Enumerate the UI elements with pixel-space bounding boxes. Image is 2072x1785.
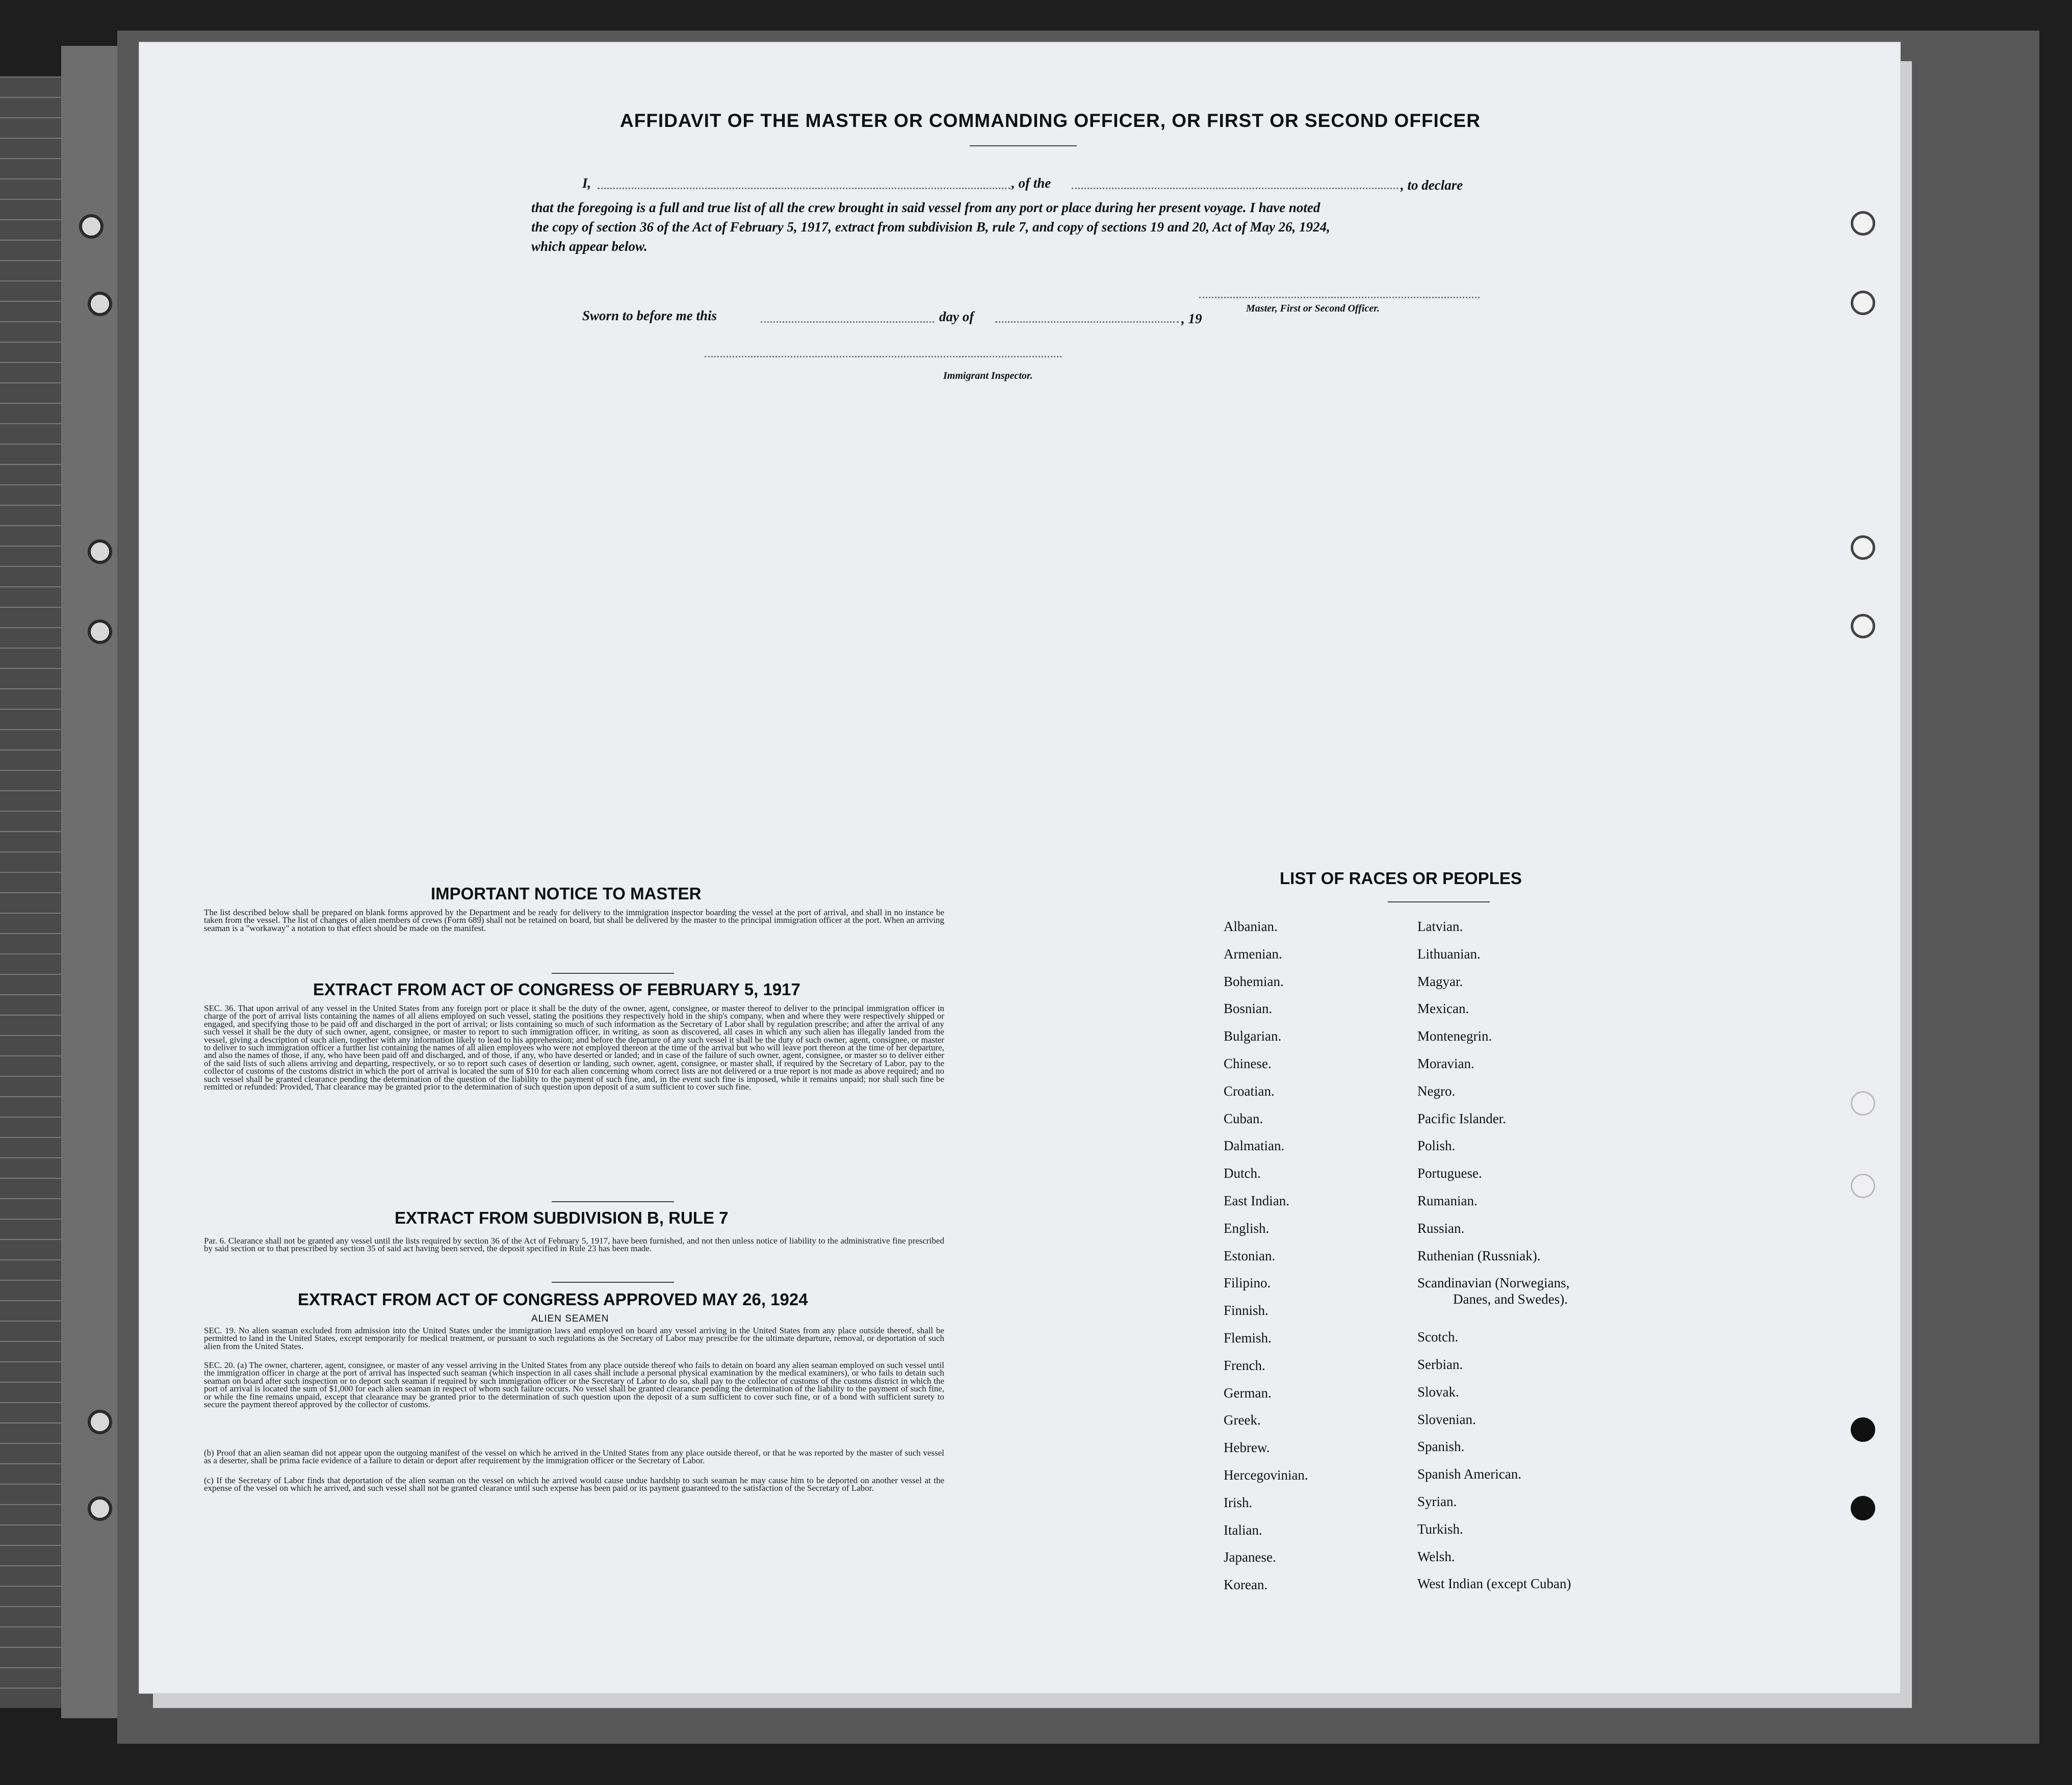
race-item-left: Greek. (1224, 1412, 1261, 1428)
race-item-left: East Indian. (1224, 1193, 1289, 1208)
sworn-day-field[interactable] (761, 321, 934, 323)
affidavit-line-2: that the foregoing is a full and true list of all the crew brought in said vessel from any port or place during her present voyage. I have noted (531, 200, 1320, 215)
sec-19-text: SEC. 19. No alien seaman excluded from admission into the United States under the immigration laws and employed on board any vessel arriving in the United States from any place outside thereof, shall be permitted to land in the United States, except temporarily for medical treatment, or pursuant to such regulations as the Secretary of Labor may prescribe for the ultimate departure, removal, or deportation of such alien from the United States. (204, 1326, 944, 1351)
race-item-left: Flemish. (1224, 1330, 1272, 1346)
race-item-left: Chinese. (1224, 1056, 1272, 1071)
race-item-right: Lithuanian. (1417, 946, 1481, 962)
race-item-left: Bosnian. (1224, 1001, 1273, 1017)
race-item-left: Bulgarian. (1224, 1028, 1282, 1044)
affidavit-line-3: the copy of section 36 of the Act of February 5, 1917, extract from subdivision B, rule 7, and copy of sections 19 and 20, Act of May 26, 1924, (531, 219, 1330, 235)
race-item-right: Scandinavian (Norwegians, (1417, 1275, 1570, 1291)
section-rule (552, 973, 674, 974)
binder-hole-icon (79, 214, 103, 239)
punch-hole-icon (1851, 1091, 1875, 1116)
race-item-left: Korean. (1224, 1577, 1268, 1593)
race-item-left: Cuban. (1224, 1110, 1263, 1126)
race-item-right: West Indian (except Cuban) (1417, 1576, 1571, 1592)
extract-1924-subtitle: ALIEN SEAMEN (531, 1313, 609, 1324)
master-signature-field[interactable] (1199, 297, 1480, 298)
races-title: LIST OF RACES OR PEOPLES (1280, 869, 1522, 888)
binder-hole-icon (88, 619, 112, 644)
section-rule (552, 1201, 674, 1202)
inspector-signature-field[interactable] (705, 356, 1061, 357)
punch-hole-icon (1851, 1417, 1875, 1442)
race-item-right: Montenegrin. (1417, 1028, 1492, 1044)
race-item-right: Rumanian. (1417, 1193, 1478, 1208)
notice-title: IMPORTANT NOTICE TO MASTER (431, 884, 702, 903)
race-item-right: Serbian. (1417, 1357, 1463, 1372)
race-item-right: Pacific Islander. (1417, 1110, 1506, 1126)
race-item-right: Negro. (1417, 1083, 1456, 1099)
race-item-left: Hebrew. (1224, 1440, 1270, 1456)
race-item-right: Syrian. (1417, 1494, 1457, 1509)
race-item-left: English. (1224, 1220, 1270, 1236)
race-item-left: Croatian. (1224, 1083, 1275, 1099)
document-sheet (139, 42, 1901, 1694)
punch-hole-icon (1851, 535, 1875, 560)
race-item-left: Dutch. (1224, 1166, 1261, 1181)
title-rule (970, 145, 1077, 146)
vessel-field[interactable] (1072, 188, 1398, 189)
race-item-left: Dalmatian. (1224, 1138, 1285, 1154)
extract-1917-title: EXTRACT FROM ACT OF CONGRESS OF FEBRUARY 5, 1917 (313, 980, 800, 999)
extract-1917-body: SEC. 36. That upon arrival of any vessel in the United States from any foreign port or place it shall be the duty of the owner, agent, consignee, or master thereof to deliver to the principal immigration officer in charge of the port of arrival lists containing the names of all aliens employed on such vessel, stating the positions they respectively hold in the ship's company, when and where they were respectively shipped or engaged, and specifying those to be paid off and discharged in the port of arrival; or lists containing so much of such information as the Secretary of Labor shall by regulation prescribe; and after the arrival of any such vessel it shall be the duty of such owner, agent, consignee, or master to report to such immigration officer, in writing, as soon as discovered, all cases in which any such alien has illegally landed from the vessel, giving a description of such alien, together with any information likely to lead to his apprehension; and before the departure of any such vessel it shall be the duty of such owner, agent, consignee, or master to deliver to such immigration officer a further list containing the names of all alien employees who were not employed thereon at the time of the arrival but who will leave port thereon at the time of her departure, and also the names of those, if any, who have been paid off and discharged, and of those, if any, who have deserted or landed; and in case of the failure of such owner, agent, consignee, or master so to deliver either of the said lists of such aliens arriving and departing, respectively, or so to report such cases of desertion or landing, such owner, agent, consignee, or master shall, if required by the Secretary of Labor, pay to the collector of customs of the customs district in which the port of arrival is located the sum of $10 for each alien concerning whom correct lists are not delivered or a true report is not made as above required; and no such vessel shall be granted clearance pending the determination of the question of the liability to the payment of such fine, and, in the event such fine is imposed, while it remains unpaid; nor shall such fine be remitted or refunded: Provided, That clearance may be granted prior to the determination of such question upon deposit of a sum sufficient to cover such fine. (204, 1003, 944, 1092)
race-item-right: Welsh. (1417, 1548, 1455, 1564)
binder-hole-icon (88, 539, 112, 564)
race-item-left: Estonian. (1224, 1248, 1276, 1263)
race-item-left: French. (1224, 1357, 1265, 1373)
race-item-left: Italian. (1224, 1522, 1262, 1538)
affidavit-title: AFFIDAVIT OF THE MASTER OR COMMANDING OFFICER, OR FIRST OR SECOND OFFICER (620, 110, 1481, 131)
race-item-right: Portuguese. (1417, 1166, 1482, 1181)
race-item-left: Armenian. (1224, 946, 1282, 962)
race-item-right: Slovenian. (1417, 1411, 1476, 1427)
race-item-left: Albanian. (1224, 919, 1278, 934)
race-item-left: Finnish. (1224, 1303, 1268, 1318)
inspector-label: Immigrant Inspector. (943, 370, 1033, 381)
sec-20b-text: (b) Proof that an alien seaman did not appear upon the outgoing manifest of the vessel on which he arrived in the United States from any place outside thereof, or that he was reported by the master of such vessel as a deserter, shall be prima facie evidence of a failure to detain or deport after requirement by the immigration officer or the Secretary of Labor. (204, 1448, 944, 1466)
binder-hole-icon (88, 1496, 112, 1521)
sworn-label: Sworn to before me this (582, 308, 717, 323)
master-label: Master, First or Second Officer. (1246, 303, 1380, 314)
name-field[interactable] (598, 188, 1011, 189)
to-declare-label: , to declare (1401, 177, 1463, 193)
notice-body: The list described below shall be prepared on blank forms approved by the Department and be ready for delivery to the immigration inspector boarding the vessel at the port of arrival, and shall in no instance be taken from the vessel. The list of changes of alien members of crews (Form 689) shall not be retained on board, but shall be delivered by the master to the principal immigration officer at the port. When an arriving seaman is a "workaway" a notation to that effect should be made on the manifest. (204, 908, 944, 933)
binder-hole-icon (88, 1410, 112, 1434)
race-item-left: Hercegovinian. (1224, 1467, 1308, 1483)
punch-hole-icon (1851, 211, 1875, 236)
race-item-left: Bohemian. (1224, 973, 1284, 989)
punch-hole-icon (1851, 291, 1875, 315)
race-item-right: Moravian. (1417, 1056, 1474, 1071)
affidavit-i-label: I, (582, 175, 591, 191)
extract-rule7-body: Par. 6. Clearance shall not be granted any vessel until the lists required by section 36 of the Act of February 5, 1917, have been furnished, and not then unless notice of liability to the administrative fine prescribed by said section or to that prescribed by section 35 of said act having been served, the deposit specified in Rule 23 has been made. (204, 1236, 944, 1254)
binder-hole-icon (88, 292, 112, 316)
punch-hole-icon (1851, 1496, 1875, 1520)
race-item-right: Slovak. (1417, 1384, 1459, 1400)
race-item-left: German. (1224, 1385, 1272, 1401)
day-of-label: day of (939, 309, 974, 324)
race-item-right: Polish. (1417, 1138, 1456, 1154)
race-item-right: Ruthenian (Russniak). (1417, 1248, 1541, 1263)
race-item-right: Magyar. (1417, 973, 1463, 989)
punch-hole-icon (1851, 614, 1875, 638)
race-item-left: Filipino. (1224, 1275, 1271, 1291)
race-item-left: Irish. (1224, 1494, 1253, 1510)
punch-hole-icon (1851, 1174, 1875, 1198)
race-item-right: Mexican. (1417, 1001, 1469, 1017)
sworn-month-field[interactable] (995, 321, 1179, 323)
race-item-right: Scotch. (1417, 1329, 1459, 1345)
affidavit-line-4: which appear below. (531, 239, 648, 254)
year-label: , 19 (1181, 311, 1202, 326)
race-item-right: Turkish. (1417, 1521, 1463, 1537)
race-item-left: Japanese. (1224, 1549, 1276, 1565)
race-item-right: Latvian. (1417, 919, 1463, 934)
race-item-right: Russian. (1417, 1220, 1465, 1236)
race-item-right: Danes, and Swedes). (1453, 1291, 1568, 1307)
sec-20a-text: SEC. 20. (a) The owner, charterer, agent, consignee, or master of any vessel arriving in the United States from any place outside thereof who fails to detain on board any alien seaman employed on such vessel until the immigration officer in charge at the port of arrival has inspected such seaman (which inspection in all cases shall include a personal physical examination by the medical examiners), or who fails to detain such seaman on board after such inspection or to deport such seaman if required by such immigration officer or the Secretary of Labor to do so, shall pay to the collector of customs of the customs district in which the port of arrival is located the sum of $1,000 for each alien seaman in respect of whom such failure occurs. No vessel shall be granted clearance pending the determination of the liability to the payment of such fine, or while the fine remains unpaid, except that clearance may be granted prior to the determination of such question upon the deposit of a sum sufficient to cover such fine, or of a bond with sufficient surety to secure the payment thereof approved by the collector of customs. (204, 1360, 944, 1410)
races-rule (1388, 901, 1490, 902)
race-item-right: Spanish American. (1417, 1466, 1521, 1482)
sec-20c-text: (c) If the Secretary of Labor finds that deportation of the alien seaman on the vessel on which he arrived would cause undue hardship to such seaman he may cause him to be deported on another vessel at the expense of the vessel on which he arrived, and such vessel shall not be granted clearance until such expense has been paid or its payment guaranteed to the satisfaction of the Secretary of Labor. (204, 1476, 944, 1493)
extract-rule7-title: EXTRACT FROM SUBDIVISION B, RULE 7 (395, 1208, 729, 1227)
extract-1924-title: EXTRACT FROM ACT OF CONGRESS APPROVED MAY 26, 1924 (298, 1290, 808, 1309)
lined-paper-edge (0, 76, 61, 1708)
section-rule (552, 1282, 674, 1283)
of-the-label: , of the (1012, 175, 1051, 191)
race-item-right: Spanish. (1417, 1439, 1465, 1455)
